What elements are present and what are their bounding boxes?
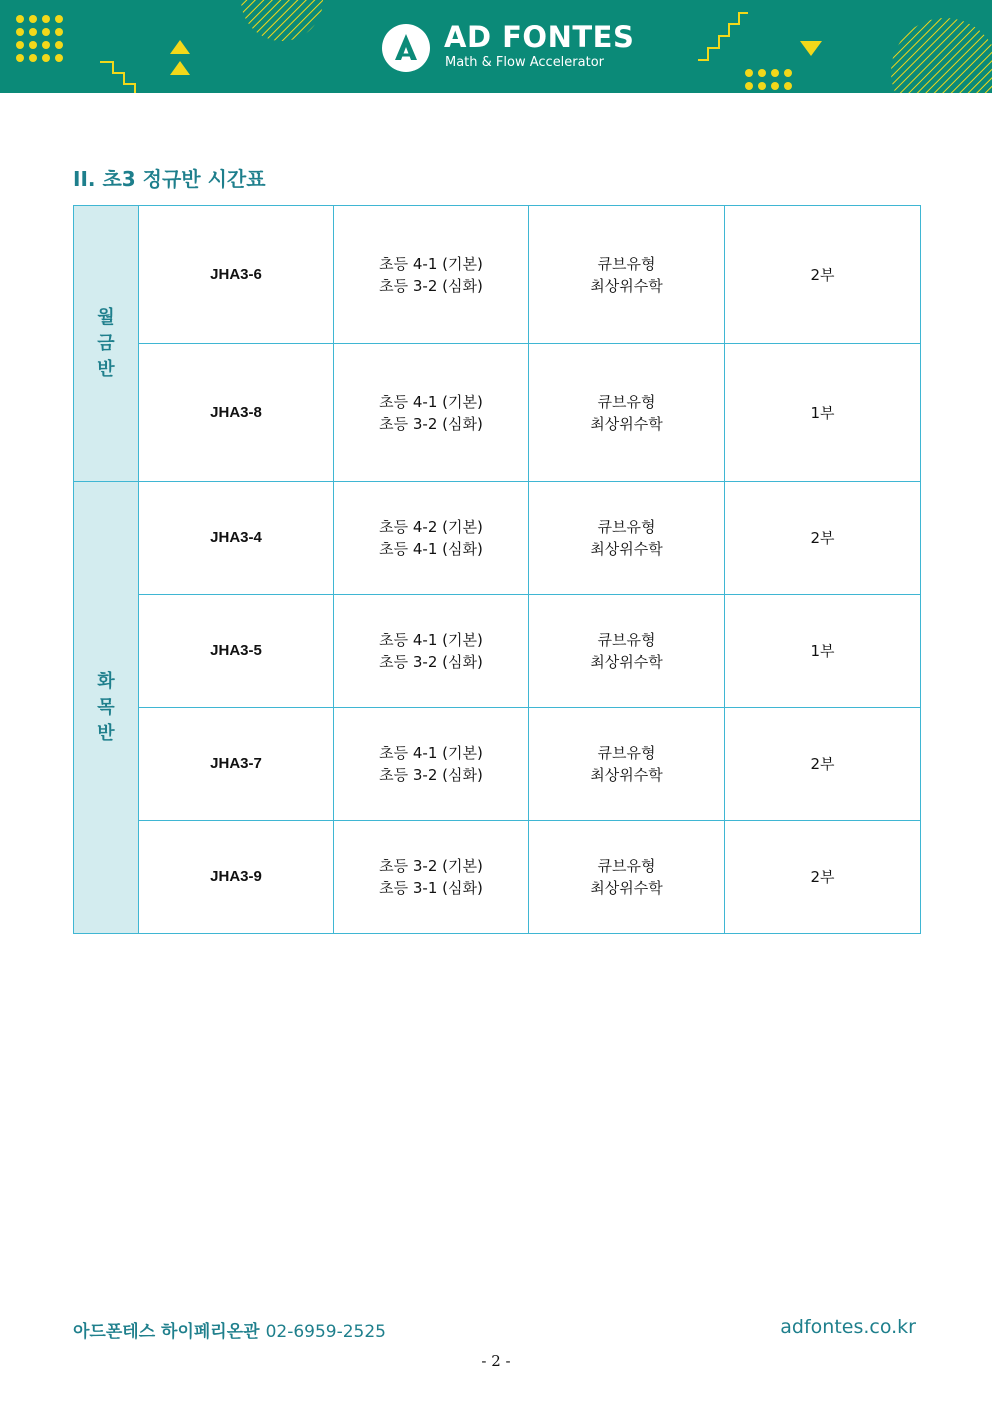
- page-number: - 2 -: [481, 1352, 511, 1370]
- course-line: 초등 4-1 (기본): [379, 744, 483, 762]
- textbook-line: 최상위수학: [590, 653, 663, 671]
- session-cell: 2부: [725, 482, 921, 595]
- table-row: [74, 206, 921, 344]
- course-line: 초등 4-2 (기본): [379, 518, 483, 536]
- header-banner: [0, 0, 992, 93]
- footer-contact: [73, 1317, 386, 1342]
- textbook-cell: [529, 206, 725, 344]
- textbook-line: 큐브유형: [597, 518, 656, 536]
- table-row: [74, 595, 921, 708]
- table-row: [74, 708, 921, 821]
- class-code: JHA3-9: [139, 821, 334, 934]
- textbook-line: 최상위수학: [590, 879, 663, 897]
- course-line: 초등 4-1 (기본): [379, 631, 483, 649]
- dot-grid-left: [16, 15, 63, 62]
- textbook-cell: [529, 595, 725, 708]
- textbook-line: 큐브유형: [597, 631, 656, 649]
- textbook-cell: [529, 344, 725, 482]
- class-code: JHA3-5: [139, 595, 334, 708]
- class-code: JHA3-7: [139, 708, 334, 821]
- session-cell: 1부: [725, 595, 921, 708]
- course-cell: [334, 344, 529, 482]
- textbook-line: 최상위수학: [590, 540, 663, 558]
- phone-number: 02-6959-2525: [265, 1322, 386, 1342]
- brand-tagline: Math & Flow Accelerator: [445, 55, 605, 70]
- textbook-line: 큐브유형: [597, 392, 656, 411]
- textbook-line: 최상위수학: [590, 276, 663, 295]
- group-label: 월금반: [97, 306, 115, 380]
- table-row: [74, 482, 921, 595]
- table-row: [74, 344, 921, 482]
- course-cell: [334, 708, 529, 821]
- class-code: JHA3-8: [139, 344, 334, 482]
- session-cell: 2부: [725, 708, 921, 821]
- course-line: 초등 3-2 (심화): [379, 414, 483, 433]
- course-cell: [334, 595, 529, 708]
- website-link[interactable]: adfontes.co.kr: [780, 1316, 916, 1338]
- class-code: JHA3-6: [139, 206, 334, 344]
- course-line: 초등 3-2 (심화): [379, 276, 483, 295]
- brand-name: AD FONTES: [444, 20, 635, 54]
- section-title: II. 초3 정규반 시간표: [73, 167, 266, 191]
- course-line: 초등 4-1 (기본): [379, 392, 483, 411]
- course-line: 초등 3-2 (기본): [379, 857, 483, 875]
- textbook-cell: [529, 482, 725, 595]
- textbook-cell: [529, 708, 725, 821]
- textbook-line: 큐브유형: [597, 254, 656, 273]
- course-line: 초등 4-1 (심화): [379, 540, 483, 558]
- session-cell: 2부: [725, 821, 921, 934]
- academy-name: 아드폰테스 하이페리온관: [73, 1322, 260, 1342]
- brand-logo: [382, 20, 642, 76]
- table-row: [74, 821, 921, 934]
- course-cell: [334, 206, 529, 344]
- logo-mark-icon: [382, 24, 430, 72]
- course-line: 초등 4-1 (기본): [379, 254, 483, 273]
- textbook-line: 큐브유형: [597, 857, 656, 875]
- textbook-line: 큐브유형: [597, 744, 656, 762]
- session-cell: 2부: [725, 206, 921, 344]
- session-cell: 1부: [725, 344, 921, 482]
- course-cell: [334, 482, 529, 595]
- course-cell: [334, 821, 529, 934]
- course-line: 초등 3-2 (심화): [379, 653, 483, 671]
- dot-grid-right: [745, 69, 792, 90]
- group-label: 화목반: [97, 670, 115, 744]
- textbook-line: 최상위수학: [590, 766, 663, 784]
- group-cell: [74, 206, 139, 482]
- group-cell: [74, 482, 139, 934]
- textbook-line: 최상위수학: [590, 414, 663, 433]
- course-line: 초등 3-1 (심화): [379, 879, 483, 897]
- course-line: 초등 3-2 (심화): [379, 766, 483, 784]
- schedule-table: [73, 205, 921, 934]
- class-code: JHA3-4: [139, 482, 334, 595]
- textbook-cell: [529, 821, 725, 934]
